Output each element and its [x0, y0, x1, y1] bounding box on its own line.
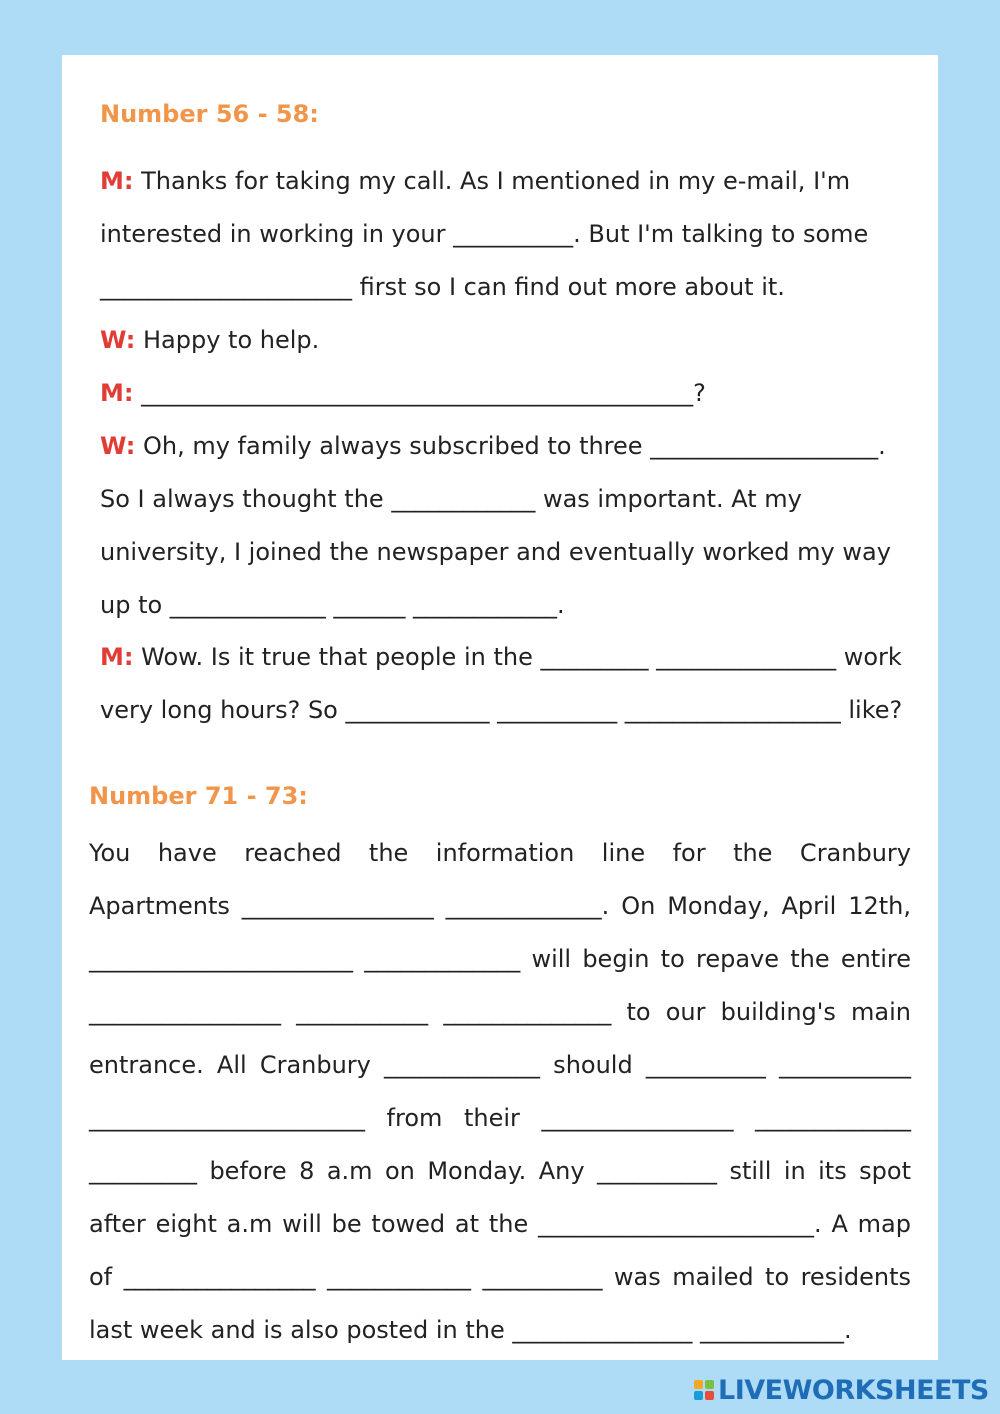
speaker-label: W: [100, 432, 136, 460]
speaker-label: W: [100, 326, 136, 354]
passage-line: _________ before 8 a.m on Monday. Any __________ still in its spot [89, 1157, 911, 1185]
passage-line: You have reached the information line for the Cranbury [89, 839, 911, 867]
dialogue-line [100, 695, 902, 725]
dialogue-text: Happy to help. [135, 326, 320, 354]
dialogue-text: Oh, my family always subscribed to three ___________________. [135, 432, 886, 460]
section-heading-56-58: Number 56 - 58: [100, 100, 319, 128]
logo-square [694, 1391, 703, 1400]
passage-line: _______________________ from their ________________ _____________ [89, 1104, 911, 1132]
logo-square [694, 1380, 703, 1389]
dialogue-line [100, 590, 565, 620]
passage-line: of ________________ ____________ __________ was mailed to residents [89, 1263, 911, 1291]
dialogue-text: very long hours? So ____________ __________ __________________ like? [100, 696, 903, 724]
speaker-label: M: [100, 643, 134, 671]
liveworksheets-logo [694, 1375, 989, 1405]
dialogue-line [100, 378, 706, 408]
passage-line: Apartments ________________ _____________. On Monday, April 12th, [89, 892, 911, 920]
dialogue-line [100, 272, 785, 302]
dialogue-text: So I always thought the ____________ was important. At my [100, 485, 802, 513]
passage-line: after eight a.m will be towed at the _______________________. A map [89, 1210, 911, 1238]
dialogue-line [100, 484, 802, 514]
dialogue-line [100, 431, 886, 461]
dialogue-text: Thanks for taking my call. As I mentioned in my e-mail, I'm [133, 167, 851, 195]
speaker-label: M: [100, 167, 134, 195]
dialogue-text: interested in working in your __________. But I'm talking to some [100, 220, 869, 248]
dialogue-line [100, 642, 902, 672]
dialogue-text: _____________________ first so I can find out more about it. [100, 273, 785, 301]
passage-line: last week and is also posted in the _______________ ____________. [89, 1316, 852, 1344]
dialogue-line [100, 325, 319, 355]
dialogue-text: Wow. Is it true that people in the _________ _______________ work [133, 643, 902, 671]
section-heading-71-73: Number 71 - 73: [89, 782, 308, 810]
dialogue-text: ______________________________________________? [133, 379, 706, 407]
logo-square [705, 1380, 714, 1389]
dialogue-text: university, I joined the newspaper and eventually worked my way [100, 538, 891, 566]
dialogue-line [100, 166, 850, 196]
passage-line: entrance. All Cranbury _____________ should __________ ___________ [89, 1051, 911, 1079]
dialogue-text: up to _____________ ______ ____________. [100, 591, 565, 619]
logo-square [705, 1391, 714, 1400]
passage-line: ________________ ___________ ______________ to our building's main [89, 998, 911, 1026]
passage-line: ______________________ _____________ will begin to repave the entire [89, 945, 911, 973]
dialogue-line [100, 537, 891, 567]
logo-text: LIVEWORKSHEETS [718, 1374, 989, 1406]
logo-mark-icon [694, 1380, 714, 1400]
speaker-label: M: [100, 379, 134, 407]
dialogue-line [100, 219, 868, 249]
